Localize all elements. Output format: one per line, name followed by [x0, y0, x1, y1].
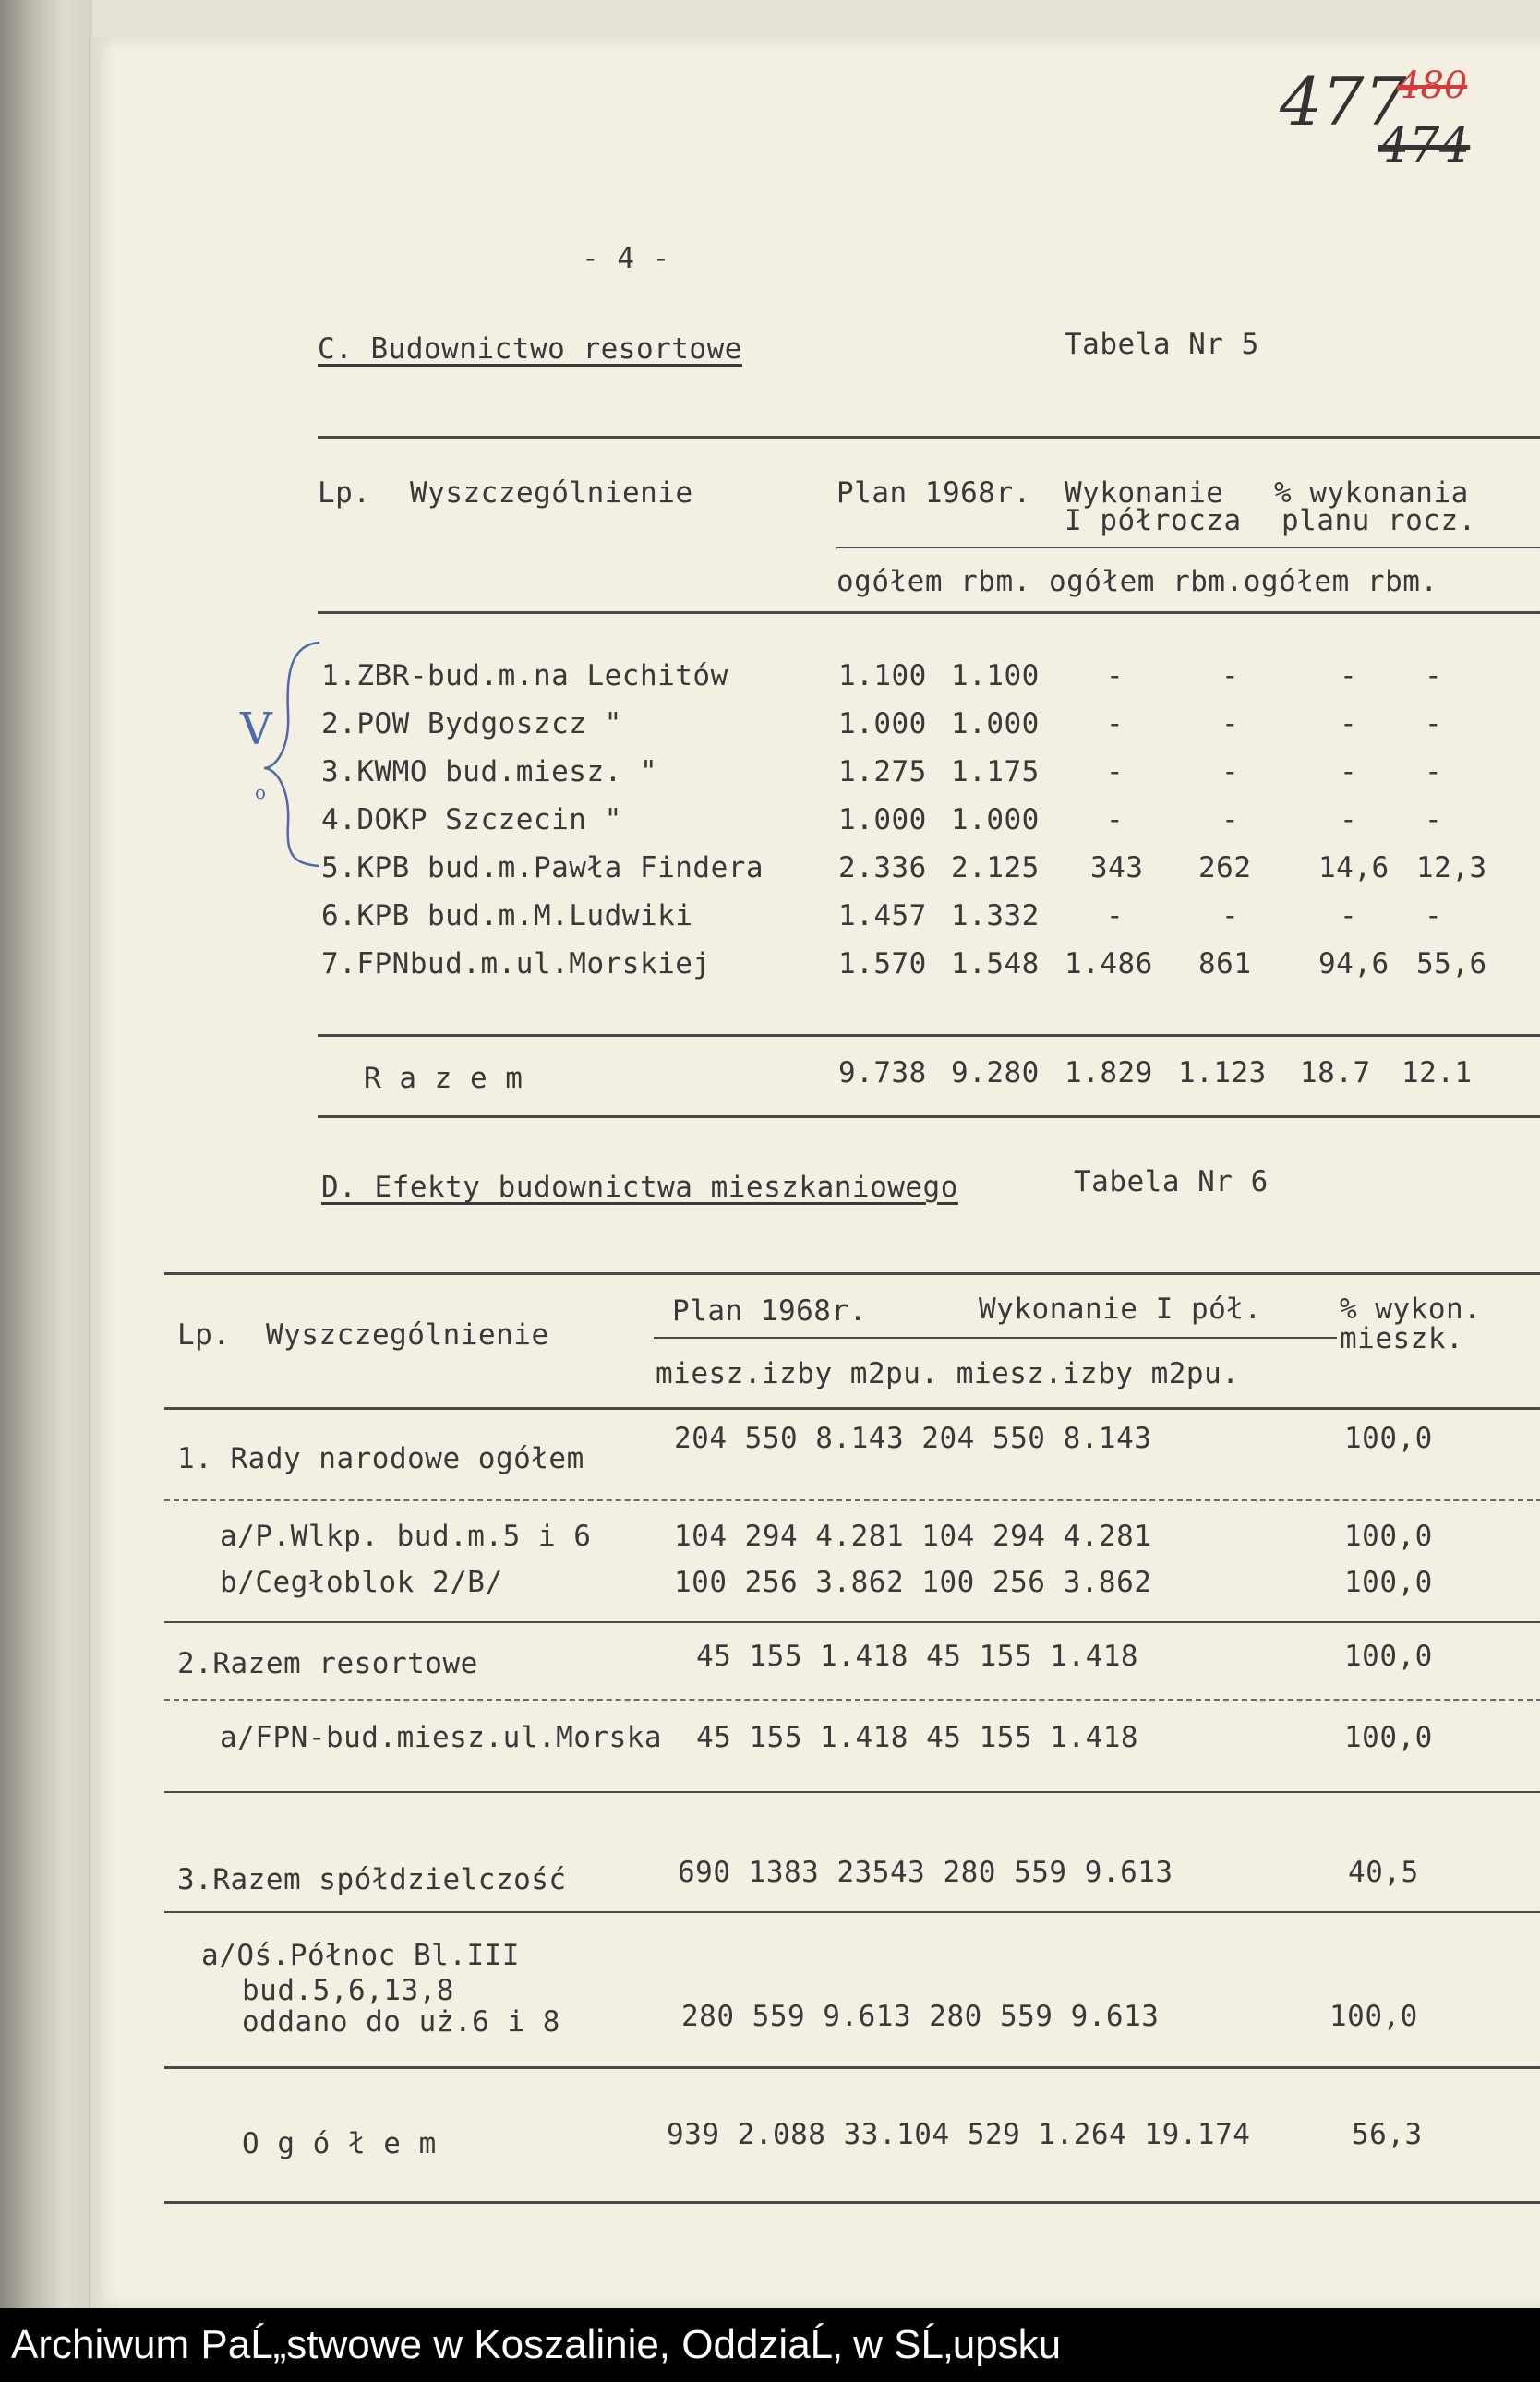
t5-total-pct-ogolem: 18.7 — [1300, 1056, 1371, 1089]
t5-row-name: 4.DOKP Szczecin " — [321, 803, 622, 836]
t5-plan-rbm: 1.000 — [951, 803, 1040, 836]
t6-total-top-rule — [164, 2066, 1540, 2069]
t5-plan-rbm: 2.125 — [951, 851, 1040, 884]
t5-header-pct-1: % wykonania — [1274, 476, 1469, 510]
t6-row-name: 2.Razem resortowe — [177, 1647, 478, 1680]
folio-current: 477 — [1280, 63, 1407, 140]
t6-row-name: 3.Razem spółdzielczość — [177, 1863, 567, 1896]
folio-old: 474 — [1378, 118, 1471, 174]
t6-header-bottom-rule — [164, 1407, 1540, 1410]
t5-plan-ogolem: 1.000 — [838, 803, 927, 836]
t5-pct-ogolem: - — [1340, 755, 1358, 788]
t6-row-numbers: 45 155 1.418 45 155 1.418 — [696, 1721, 1139, 1754]
t5-header-lp: Lp. — [318, 476, 371, 510]
t5-pct-ogolem: - — [1340, 899, 1358, 932]
margin-mark: V — [240, 704, 272, 755]
t5-wyk-rbm: 262 — [1198, 851, 1252, 884]
t6-row-numbers: 104 294 4.281 104 294 4.281 — [674, 1520, 1152, 1553]
t5-pct-rbm: 12,3 — [1416, 851, 1487, 884]
t6-header-pct-2: mieszk. — [1340, 1322, 1464, 1355]
t5-total-top-rule — [318, 1034, 1540, 1037]
folio-red-number: 480 — [1397, 65, 1468, 107]
t5-header-pct-2: planu rocz. — [1281, 504, 1476, 537]
t5-row-name: 1.ZBR-bud.m.na Lechitów — [321, 659, 728, 692]
t6-row-numbers: 280 559 9.613 280 559 9.613 — [681, 2000, 1160, 2033]
t6-header-lp: Lp. — [177, 1318, 231, 1352]
page-number: - 4 - — [582, 242, 670, 275]
t6-row-name-line-1: a/Oś.Północ Bl.III — [201, 1939, 520, 1972]
t5-wyk-ogolem: - — [1106, 803, 1125, 836]
t5-pct-ogolem: 94,6 — [1318, 947, 1390, 980]
t5-wyk-ogolem: - — [1106, 659, 1125, 692]
t5-total-plan-ogolem: 9.738 — [838, 1056, 927, 1089]
t5-total-plan-rbm: 9.280 — [951, 1056, 1040, 1089]
t6-row-name-line-2: bud.5,6,13,8 — [242, 1974, 454, 2007]
t5-wyk-ogolem: - — [1106, 899, 1125, 932]
t6-row-pct: 100,0 — [1329, 2000, 1418, 2033]
t5-plan-rbm: 1.548 — [951, 947, 1040, 980]
archive-watermark-bar: Archiwum PaĹ„stwowe w Koszalinie, OddziaĹ‚ w SĹ‚upsku — [0, 2308, 1540, 2382]
t5-pct-rbm: - — [1425, 659, 1443, 692]
t5-pct-rbm: - — [1425, 707, 1443, 740]
t5-header-wyk-1: Wykonanie — [1065, 476, 1224, 510]
t6-row-pct: 100,0 — [1344, 1566, 1433, 1599]
t5-pct-rbm: - — [1425, 755, 1443, 788]
t6-row-pct: 100,0 — [1344, 1422, 1433, 1455]
t6-row-rule — [164, 1621, 1540, 1623]
t5-wyk-rbm: - — [1221, 659, 1240, 692]
t6-row-name: b/Cegłoblok 2/B/ — [220, 1566, 503, 1599]
t5-header-bottom-rule — [318, 611, 1540, 614]
t5-wyk-ogolem: - — [1106, 755, 1125, 788]
t5-header-mid-rule — [836, 547, 1540, 548]
t5-plan-ogolem: 1.570 — [838, 947, 927, 980]
t6-row-numbers: 45 155 1.418 45 155 1.418 — [696, 1640, 1139, 1673]
t6-header-wyk: Wykonanie I pół. — [979, 1293, 1262, 1326]
t6-row-rule — [164, 1499, 1540, 1501]
t5-plan-ogolem: 2.336 — [838, 851, 927, 884]
t5-pct-rbm: - — [1425, 803, 1443, 836]
t5-wyk-rbm: 861 — [1198, 947, 1252, 980]
t5-plan-rbm: 1.332 — [951, 899, 1040, 932]
t6-row-pct: 100,0 — [1344, 1520, 1433, 1553]
t6-bottom-rule — [164, 2201, 1540, 2204]
t5-wyk-ogolem: 1.486 — [1065, 947, 1153, 980]
section-c-title: C. Budownictwo resortowe — [318, 332, 742, 366]
t5-row-name: 3.KWMO bud.miesz. " — [321, 755, 658, 788]
t5-row-name: 5.KPB bud.m.Pawła Findera — [321, 851, 764, 884]
t5-total-wyk-ogolem: 1.829 — [1065, 1056, 1153, 1089]
t5-total-pct-rbm: 12.1 — [1402, 1056, 1473, 1089]
t6-header-pct-1: % wykon. — [1340, 1293, 1482, 1326]
t6-total-numbers: 939 2.088 33.104 529 1.264 19.174 — [667, 2118, 1251, 2151]
t6-row-rule — [164, 1791, 1540, 1793]
t6-row-pct: 100,0 — [1344, 1640, 1433, 1673]
t5-row-name: 7.FPNbud.m.ul.Morskiej — [321, 947, 711, 980]
t5-wyk-rbm: - — [1221, 707, 1240, 740]
t5-pct-ogolem: - — [1340, 707, 1358, 740]
t6-row-pct: 100,0 — [1344, 1721, 1433, 1754]
t5-plan-ogolem: 1.000 — [838, 707, 927, 740]
t5-total-label: R a z e m — [364, 1062, 523, 1095]
t5-pct-ogolem: - — [1340, 659, 1358, 692]
t5-pct-rbm: - — [1425, 899, 1443, 932]
t6-header-plan: Plan 1968r. — [672, 1294, 867, 1328]
t6-row-numbers: 204 550 8.143 204 550 8.143 — [674, 1422, 1152, 1455]
t6-header-mid-rule — [654, 1337, 1337, 1339]
t5-header-name: Wyszczególnienie — [410, 476, 693, 510]
t6-row-pct: 40,5 — [1348, 1856, 1419, 1889]
t5-row-name: 6.KPB bud.m.M.Ludwiki — [321, 899, 693, 932]
t5-wyk-ogolem: - — [1106, 707, 1125, 740]
t6-total-label: O g ó ł e m — [242, 2127, 437, 2160]
t5-wyk-ogolem: 343 — [1090, 851, 1144, 884]
t5-wyk-rbm: - — [1221, 755, 1240, 788]
section-d-title: D. Efekty budownictwa mieszkaniowego — [321, 1171, 958, 1204]
table-6-label: Tabela Nr 6 — [1074, 1165, 1269, 1198]
t6-row-name-line-3: oddano do uż.6 i 8 — [242, 2005, 560, 2039]
t5-plan-rbm: 1.100 — [951, 659, 1040, 692]
t6-row-rule — [164, 1911, 1540, 1913]
t6-row-numbers: 690 1383 23543 280 559 9.613 — [678, 1856, 1173, 1889]
table6-top-rule — [164, 1272, 1540, 1275]
binding-spine — [0, 0, 92, 2308]
t5-pct-ogolem: 14,6 — [1318, 851, 1390, 884]
t5-pct-ogolem: - — [1340, 803, 1358, 836]
t5-header-plan: Plan 1968r. — [836, 476, 1031, 510]
t5-plan-rbm: 1.000 — [951, 707, 1040, 740]
t5-pct-rbm: 55,6 — [1416, 947, 1487, 980]
document-page — [89, 37, 1540, 2308]
t5-bottom-rule — [318, 1115, 1540, 1118]
t6-row-name: a/FPN-bud.miesz.ul.Morska — [220, 1721, 663, 1754]
t5-total-wyk-rbm: 1.123 — [1178, 1056, 1267, 1089]
t5-row-name: 2.POW Bydgoszcz " — [321, 707, 622, 740]
t6-row-rule — [164, 1699, 1540, 1701]
t6-subheader: miesz.izby m2pu. miesz.izby m2pu. — [656, 1357, 1240, 1390]
t5-wyk-rbm: - — [1221, 803, 1240, 836]
table5-top-rule — [318, 436, 1540, 439]
table-5-label: Tabela Nr 5 — [1065, 328, 1259, 361]
t6-row-name: 1. Rady narodowe ogółem — [177, 1442, 584, 1475]
margin-sub: o — [255, 781, 267, 803]
t5-header-wyk-2: I półrocza — [1065, 504, 1242, 537]
t5-plan-ogolem: 1.457 — [838, 899, 927, 932]
t5-plan-ogolem: 1.100 — [838, 659, 927, 692]
t6-total-pct: 56,3 — [1352, 2118, 1423, 2151]
t6-row-name: a/P.Wlkp. bud.m.5 i 6 — [220, 1520, 592, 1553]
t5-plan-rbm: 1.175 — [951, 755, 1040, 788]
t5-plan-ogolem: 1.275 — [838, 755, 927, 788]
t6-header-name: Wyszczególnienie — [266, 1318, 549, 1352]
t5-wyk-rbm: - — [1221, 899, 1240, 932]
t6-row-numbers: 100 256 3.862 100 256 3.862 — [674, 1566, 1152, 1599]
t5-subheader: ogółem rbm. ogółem rbm.ogółem rbm. — [836, 565, 1438, 598]
